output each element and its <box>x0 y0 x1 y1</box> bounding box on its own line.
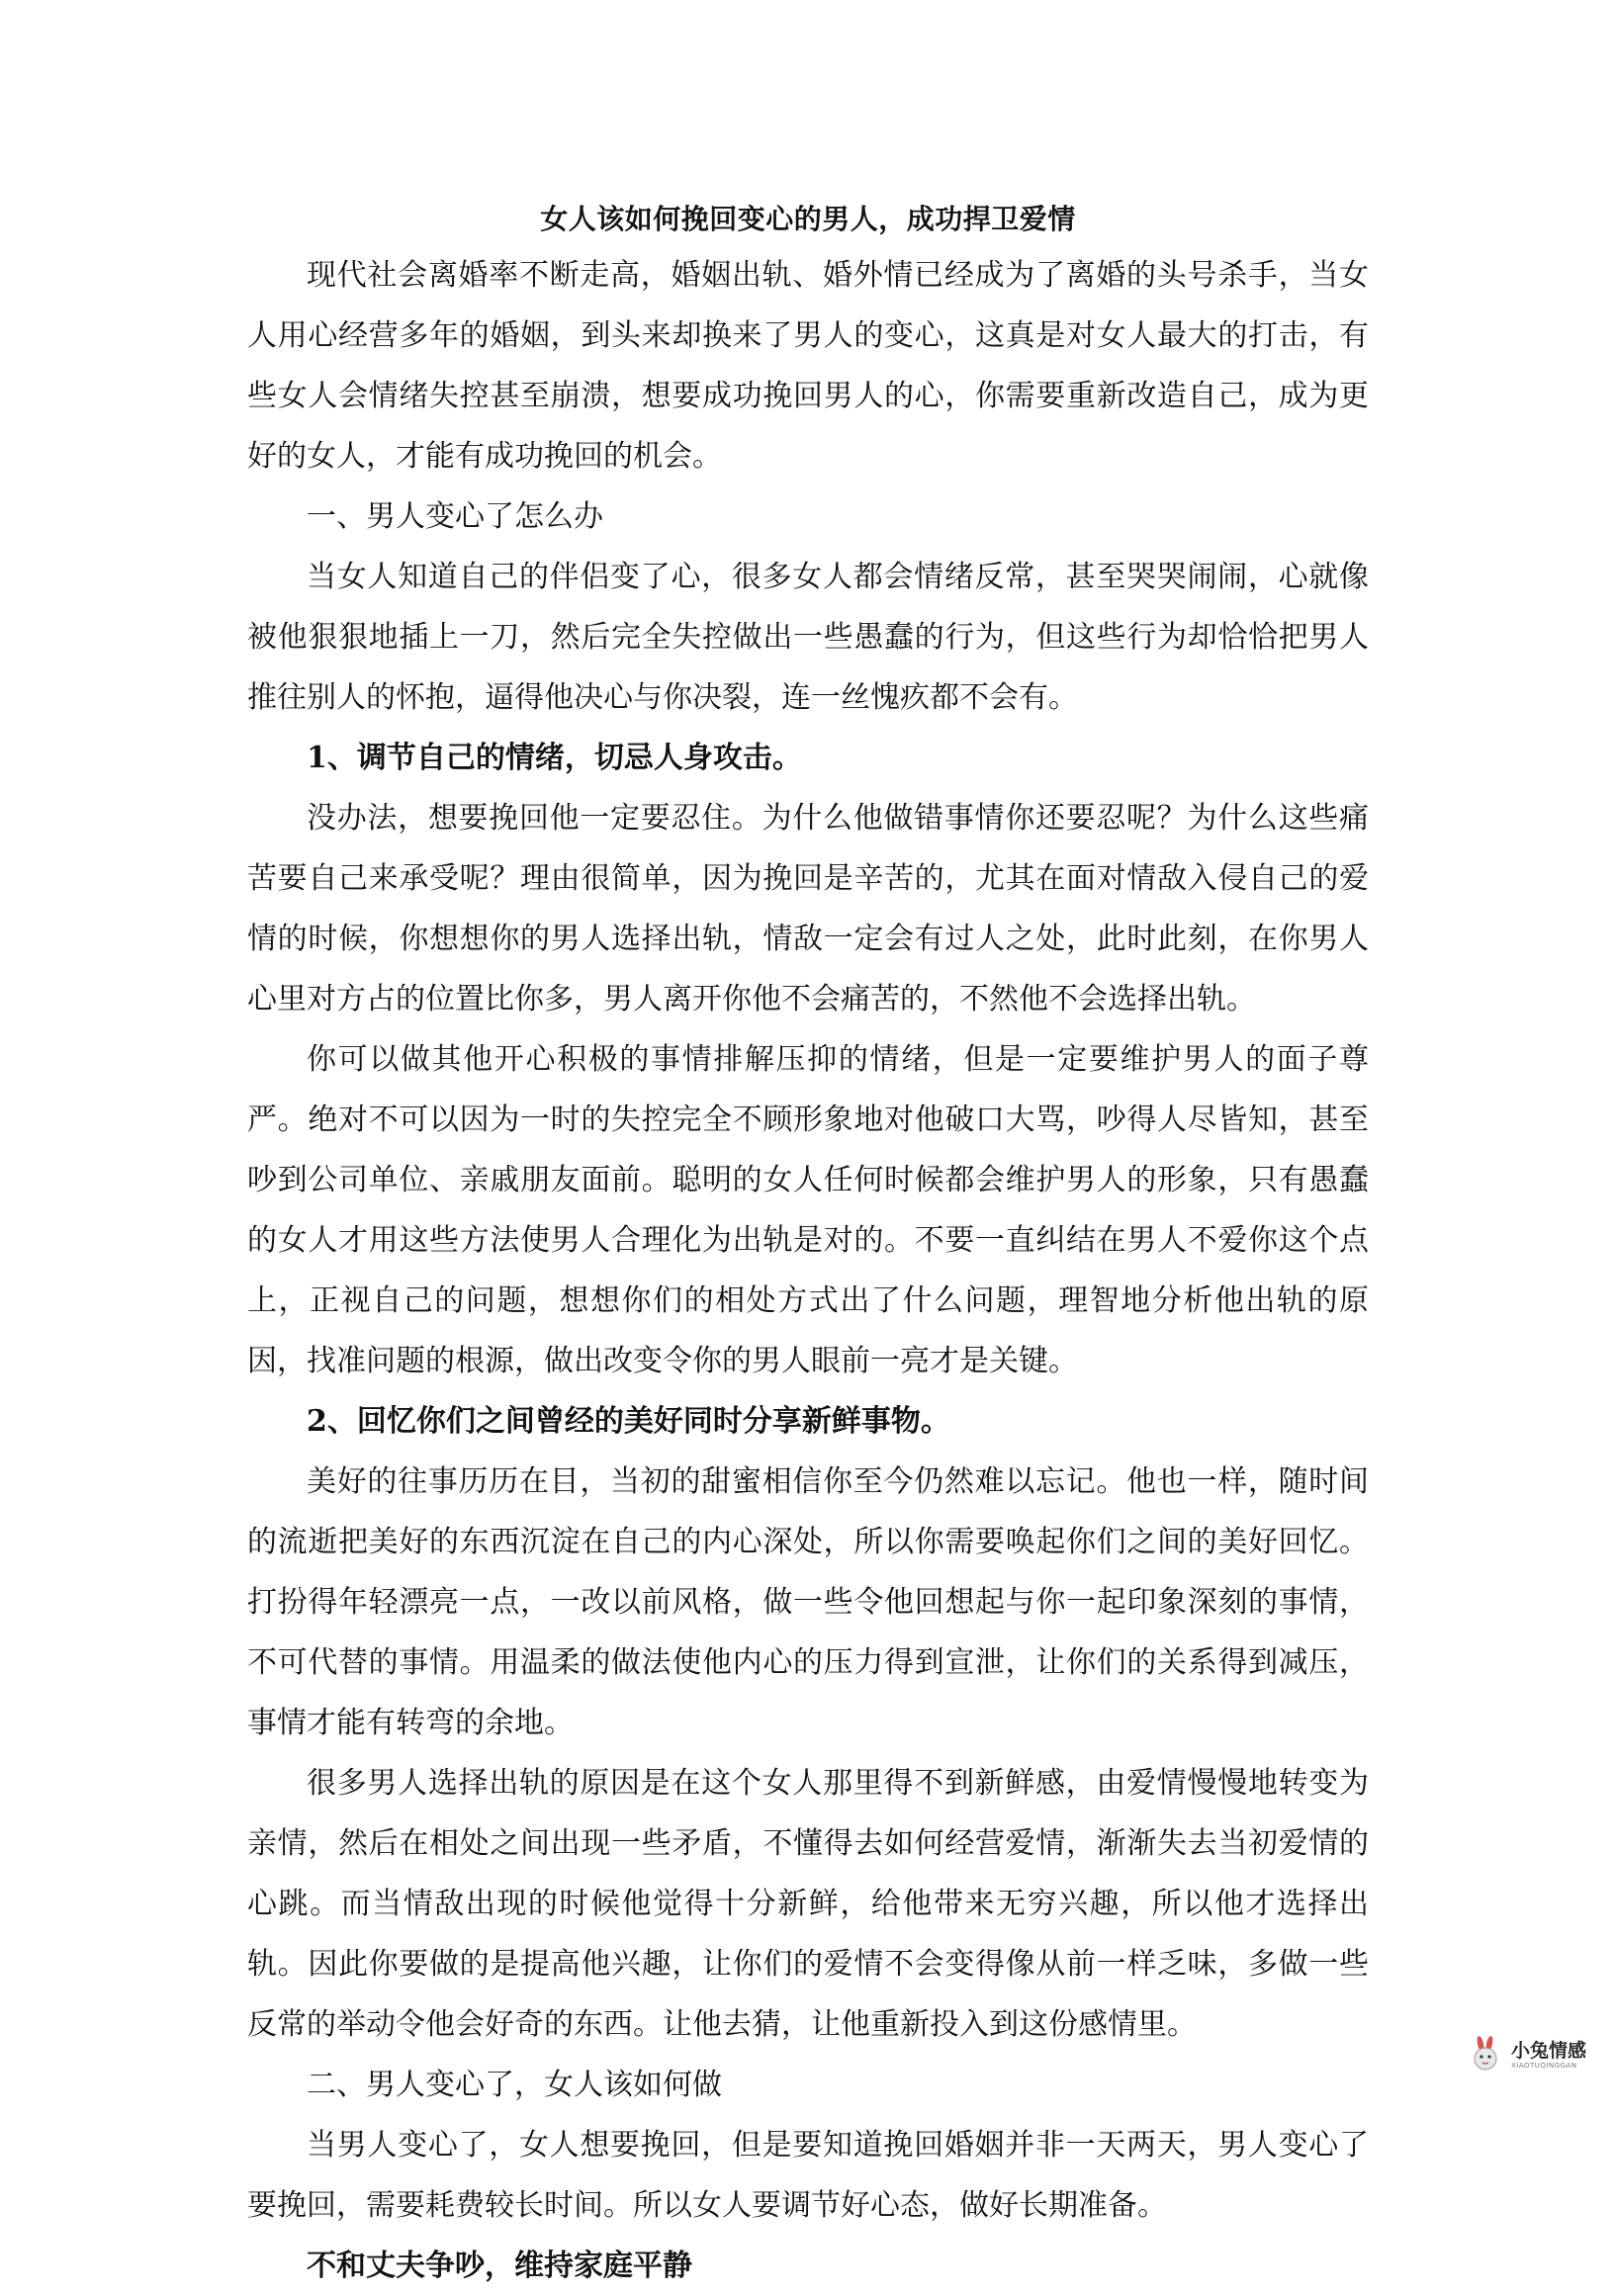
paragraph: 没办法，想要挽回他一定要忍住。为什么他做错事情你还要忍呢？为什么这些痛苦要自己来承受呢？理由很简单，因为挽回是辛苦的，尤其在面对情敌入侵自己的爱情的时候，你想想你的男人选择出轨，情敌一定会有过人之处，此时此刻，在你男人心里对方占的位置比你多，男人离开你他不会痛苦的，不然他不会选择出轨。 <box>247 801 1369 1016</box>
paragraph: 当男人变心了，女人想要挽回，但是要知道挽回婚姻并非一天两天，男人变心了要挽回，需要耗费较长时间。所以女人要调节好心态，做好长期准备。 <box>247 2128 1369 2223</box>
document-content <box>247 194 1369 2296</box>
section-heading: 二、男人变心了，女人该如何做 <box>307 2068 722 2102</box>
paragraph: 你可以做其他开心积极的事情排解压抑的情绪，但是一定要维护男人的面子尊严。绝对不可以因为一时的失控完全不顾形象地对他破口大骂，吵得人尽皆知，甚至吵到公司单位、亲戚朋友面前。聪明的女人任何时候都会维护男人的形象，只有愚蠢的女人才用这些方法使男人合理化为出轨是对的。不要一直纠结在男人不爱你这个点上，正视自己的问题，想想你们的相处方式出了什么问题，理智地分析他出轨的原因，找准问题的根源，做出改变令你的男人眼前一亮才是关键。 <box>247 1042 1369 1378</box>
paragraph: 当女人知道自己的伴侣变了心，很多女人都会情绪反常，甚至哭哭闹闹，心就像被他狠狠地插上一刀，然后完全失控做出一些愚蠢的行为，但这些行为却恰恰把男人推往别人的怀抱，逼得他决心与你决裂，连一丝愧疚都不会有。 <box>247 560 1369 715</box>
subsection-heading: 不和丈夫争吵，维持家庭平静 <box>307 2249 692 2283</box>
section-heading: 一、男人变心了怎么办 <box>307 499 603 534</box>
paragraph: 美好的往事历历在目，当初的甜蜜相信你至今仍然难以忘记。他也一样，随时间的流逝把美好的东西沉淀在自己的内心深处，所以你需要唤起你们之间的美好回忆。打扮得年轻漂亮一点，一改以前风格，做一些令他回想起与你一起印象深刻的事情，不可代替的事情。用温柔的做法使他内心的压力得到宣泄，让你们的关系得到减压，事情才能有转弯的余地。 <box>247 1464 1369 1740</box>
rabbit-logo-icon <box>1466 2035 1505 2075</box>
watermark <box>1466 2035 1586 2075</box>
paragraph: 很多男人选择出轨的原因是在这个女人那里得不到新鲜感，由爱情慢慢地转变为亲情，然后在相处之间出现一些矛盾，不懂得去如何经营爱情，渐渐失去当初爱情的心跳。而当情敌出现的时候他觉得十分新鲜，给他带来无穷兴趣，所以他才选择出轨。因此你要做的是提高他兴趣，让你们的爱情不会变得像从前一样乏味，多做一些反常的举动令他会好奇的东西。让他去猜，让他重新投入到这份感情里。 <box>247 1766 1369 2042</box>
paragraph: 现代社会离婚率不断走高，婚姻出轨、婚外情已经成为了离婚的头号杀手，当女人用心经营多年的婚姻，到头来却换来了男人的变心，这真是对女人最大的打击，有些女人会情绪失控甚至崩溃，想要成功挽回男人的心，你需要重新改造自己，成为更好的女人，才能有成功挽回的机会。 <box>247 258 1369 474</box>
subsection-heading: 1、调节自己的情绪，切忌人身攻击。 <box>307 741 802 775</box>
document-title: 女人该如何挽回变心的男人，成功捍卫爱情 <box>540 203 1076 235</box>
watermark-name: 小兔情感 <box>1510 2039 1586 2062</box>
subsection-heading: 2、回忆你们之间曾经的美好同时分享新鲜事物。 <box>307 1404 950 1439</box>
watermark-url: XIAOTUQINGGAN <box>1510 2061 1577 2070</box>
